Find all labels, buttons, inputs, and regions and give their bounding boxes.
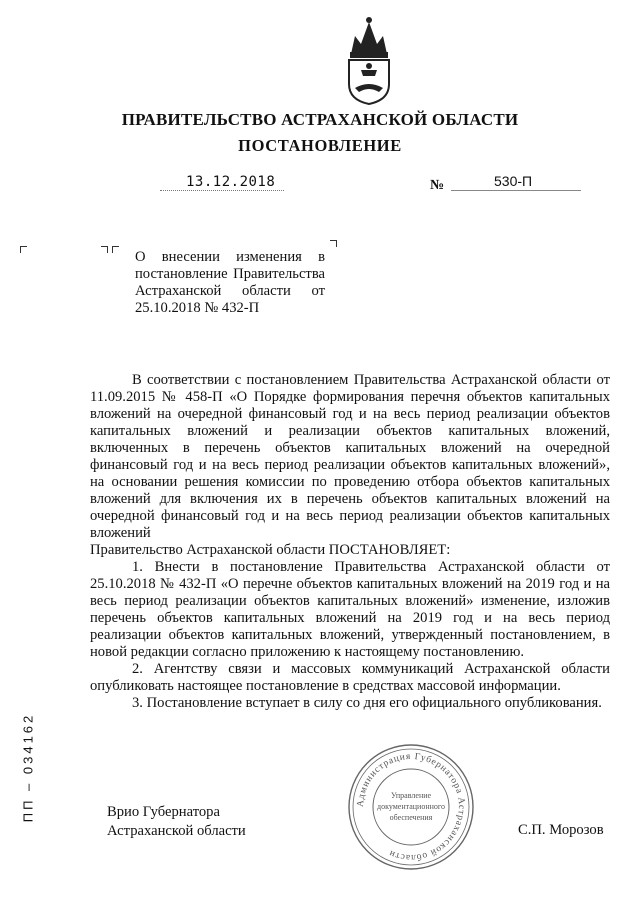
document-subject: О внесении изменения в постановление Правительства Астраханской области от 25.10.2018 № 432-П [135,249,325,316]
date-underline [160,190,284,191]
signatory-name: С.П. Морозов [518,822,604,838]
corner-mark-left [20,246,27,253]
signatory-position [107,803,246,841]
organization-title: ПРАВИТЕЛЬСТВО АСТРАХАНСКОЙ ОБЛАСТИ [121,110,519,129]
document-body [90,372,610,712]
stamp-center-line-3: обеспечения [389,813,433,822]
official-stamp [346,742,476,872]
signatory-position-line-2: Астраханской области [107,823,246,839]
stamp-center-line-1: Управление [390,791,432,800]
corner-mark-subject-left-b [112,246,119,253]
body-item-1: 1. Внести в постановление Правительства Астраханской области от 25.10.2018 № 432-П «О перечне объектов капитальных вложений на 2019 год и на весь период реализации объектов капитальных вложений» изменение, изложив перечень объектов капитальных вложений на 2019 год и на весь период реализации объектов капитальных вложений, утвержденный постановлением, в новой редакции согласно приложению к настоящему постановлению. [90,559,610,660]
number-label: № [430,178,445,193]
corner-mark-subject-left-a [101,246,108,253]
body-intro-paragraph: В соответствии с постановлением Правительства Астраханской области от 11.09.2015 № 458-П «О Порядке формирования перечня объектов капитальных вложений на очередной финансовый год и на весь период реализации объектов капитальных вложений и реализации объектов капитальных вложений, включенных в перечень объектов капитальных вложений на очередной финансовый год и на весь период реализации объектов капитальных вложений», на основании решения комиссии по проведению отбора объектов капитальных вложений для включения их в перечень объектов капитальных вложений на очередной финансовый год и на весь период реализации объектов капитальных вложений [90,372,610,541]
body-item-3: 3. Постановление вступает в силу со дня его официального опубликования. [132,695,602,711]
signatory-position-line-1: Врио Губернатора [107,804,220,820]
corner-mark-subject-right [330,240,337,247]
serial-number: ПП – 034162 [20,712,36,823]
coat-of-arms-emblem [341,14,397,106]
body-item-2: 2. Агентству связи и массовых коммуникаций Астраханской области опубликовать настоящее постановление в средствах массовой информации. [90,661,610,694]
stamp-center-line-2: документационного [377,802,445,811]
body-decree-line: Правительство Астраханской области ПОСТАНОВЛЯЕТ: [90,542,451,558]
document-number: 530-П [494,173,533,189]
number-underline [451,190,581,191]
document-date: 13.12.2018 [186,174,276,190]
stamp-ring-text: Администрация Губернатора Астраханской области [355,751,467,863]
document-type-title: ПОСТАНОВЛЕНИЕ [238,136,402,155]
